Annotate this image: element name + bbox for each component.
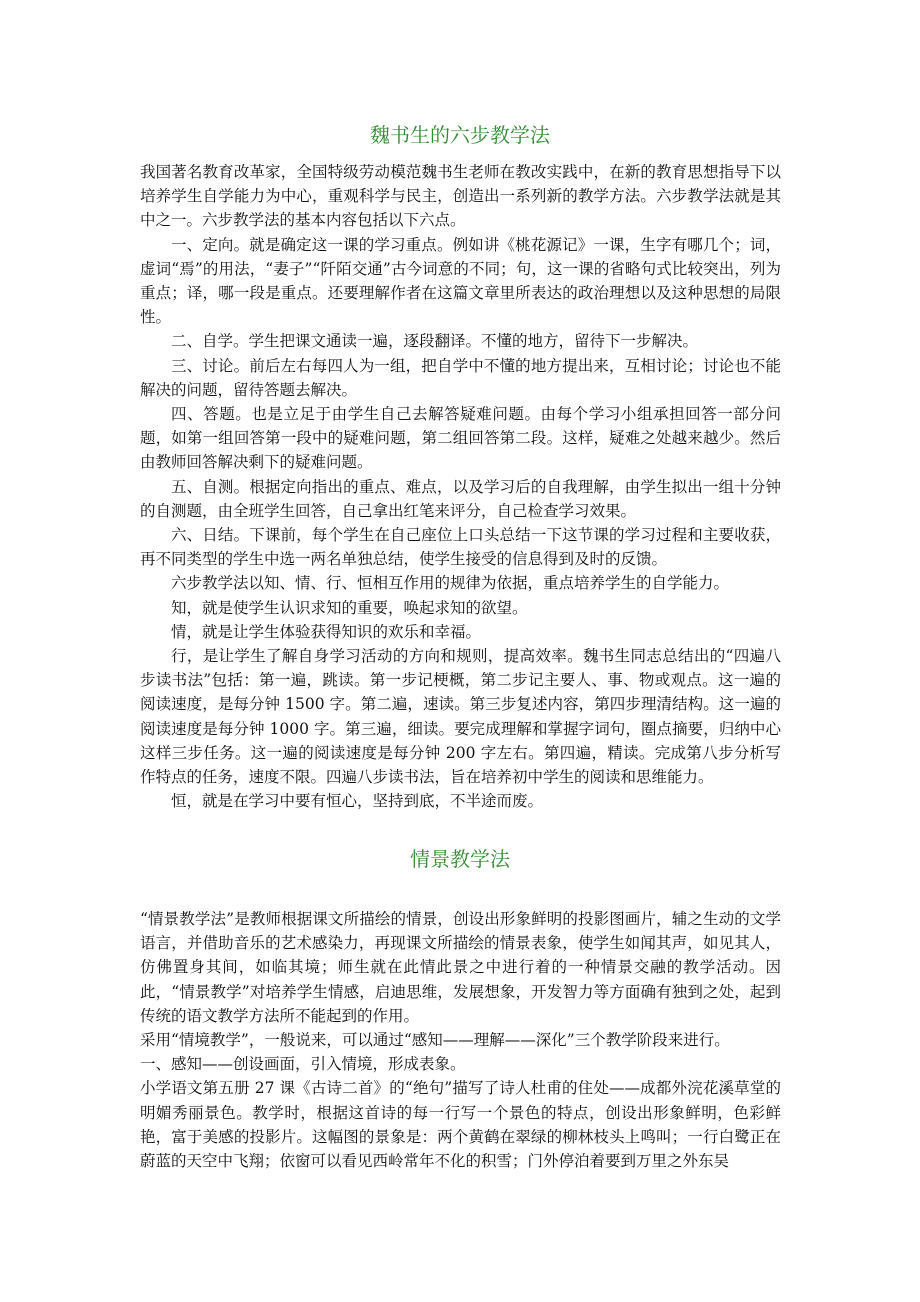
section-body-six-step bbox=[140, 160, 781, 813]
section-body-situational bbox=[140, 907, 781, 1173]
paragraph-action: 行，是让学生了解自身学习活动的方向和规则，提高效率。魏书生同志总结出的“四遍八步读书法”包括：第一遍，跳读。第一步记梗概，第二步记主要人、事、物或观点。这一遍的阅读速度，是每分钟 1500 字。第二遍，速读。第三步复述内容，第四步理清结构。这一遍的阅读速度是每分钟 1000 字。第三遍，细读。要完成理解和掌握字词句，圈点摘要，归纳中心这样三步任务。这一遍的阅读速度是每分钟 200 字左右。第四遍，精读。完成第八步分析写作特点的任务，速度不限。四遍八步读书法，旨在培养初中学生的阅读和思维能力。 bbox=[140, 647, 781, 787]
paragraph-step-3: 三、讨论。前后左右每四人为一组，把自学中不懂的地方提出来，互相讨论；讨论也不能解决的问题，留待答题去解决。 bbox=[140, 356, 781, 399]
paragraph-step-4: 四、答题。也是立足于由学生自己去解答疑难问题。由每个学习小组承担回答一部分问题，如第一组回答第一段中的疑难问题，第二组回答第二段。这样，疑难之处越来越少。然后由教师回答解决剩下的疑难问题。 bbox=[140, 405, 781, 472]
paragraph-step-5: 五、自测。根据定向指出的重点、难点，以及学习后的自我理解，由学生拟出一组十分钟的自测题，由全班学生回答，自己拿出红笔来评分，自己检查学习效果。 bbox=[140, 477, 781, 520]
paragraph-definition: “情景教学法”是教师根据课文所描绘的情景，创设出形象鲜明的投影图画片，辅之生动的文学语言，并借助音乐的艺术感染力，再现课文所描绘的情景表象，使学生如闻其声，如见其人，仿佛置身其间，如临其境；师生就在此情此景之中进行着的一种情景交融的教学活动。因此，“情景教学”对培养学生情感，启迪思维，发展想象，开发智力等方面确有独到之处，起到传统的语文教学方法所不能起到的作用。 bbox=[140, 910, 781, 1025]
paragraph-emotion: 情，就是让学生体验获得知识的欢乐和幸福。 bbox=[171, 622, 482, 641]
section-title-situational: 情景教学法 bbox=[410, 847, 510, 871]
paragraph-example: 小学语文第五册 27 课《古诗二首》的“绝句”描写了诗人杜甫的住处——成都外浣花溪草堂的明媚秀丽景色。教学时，根据这首诗的每一行写一个景色的特点，创设出形象鲜明，色彩鲜艳，富于美感的投影片。这幅图的景象是：两个黄鹤在翠绿的柳林枝头上鸣叫；一行白鹭正在蔚蓝的天空中飞翔；依窗可以看见西岭常年不化的积雪；门外停泊着要到万里之外东吴 bbox=[140, 1079, 781, 1171]
paragraph-stages: 采用“情境教学”，一般说来，可以通过“感知——理解——深化”三个教学阶段来进行。 bbox=[140, 1031, 730, 1050]
paragraph-step-2: 二、自学。学生把课文通读一遍，逐段翻译。不懂的地方，留待下一步解决。 bbox=[171, 332, 699, 351]
paragraph-knowledge: 知，就是使学生认识求知的重要，唤起求知的欲望。 bbox=[171, 598, 528, 617]
paragraph-perseverance: 恒，就是在学习中要有恒心，坚持到底，不半途而废。 bbox=[171, 792, 544, 811]
paragraph-principle: 六步教学法以知、情、行、恒相互作用的规律为依据，重点培养学生的自学能力。 bbox=[171, 574, 730, 593]
paragraph-step-1: 一、定向。就是确定这一课的学习重点。例如讲《桃花源记》一课，生字有哪几个；词，虚词“焉”的用法，“妻子”“阡陌交通”古今词意的不同；句，这一课的省略句式比较突出，列为重点；译，哪一段是重点。还要理解作者在这篇文章里所表达的政治理想以及这种思想的局限性。 bbox=[140, 235, 781, 327]
section-title-six-step: 魏书生的六步教学法 bbox=[370, 123, 550, 147]
paragraph-step-6: 六、日结。下课前，每个学生在自己座位上口头总结一下这节课的学习过程和主要收获，再不同类型的学生中选一两名单独总结，使学生接受的信息得到及时的反馈。 bbox=[140, 526, 781, 569]
paragraph-intro: 我国著名教育改革家，全国特级劳动模范魏书生老师在教改实践中，在新的教育思想指导下以培养学生自学能力为中心，重观科学与民主，创造出一系列新的教学方法。六步教学法就是其中之一。六步教学法的基本内容包括以下六点。 bbox=[140, 163, 781, 230]
paragraph-stage-1: 一、感知——创设画面，引入情境，形成表象。 bbox=[140, 1055, 466, 1074]
